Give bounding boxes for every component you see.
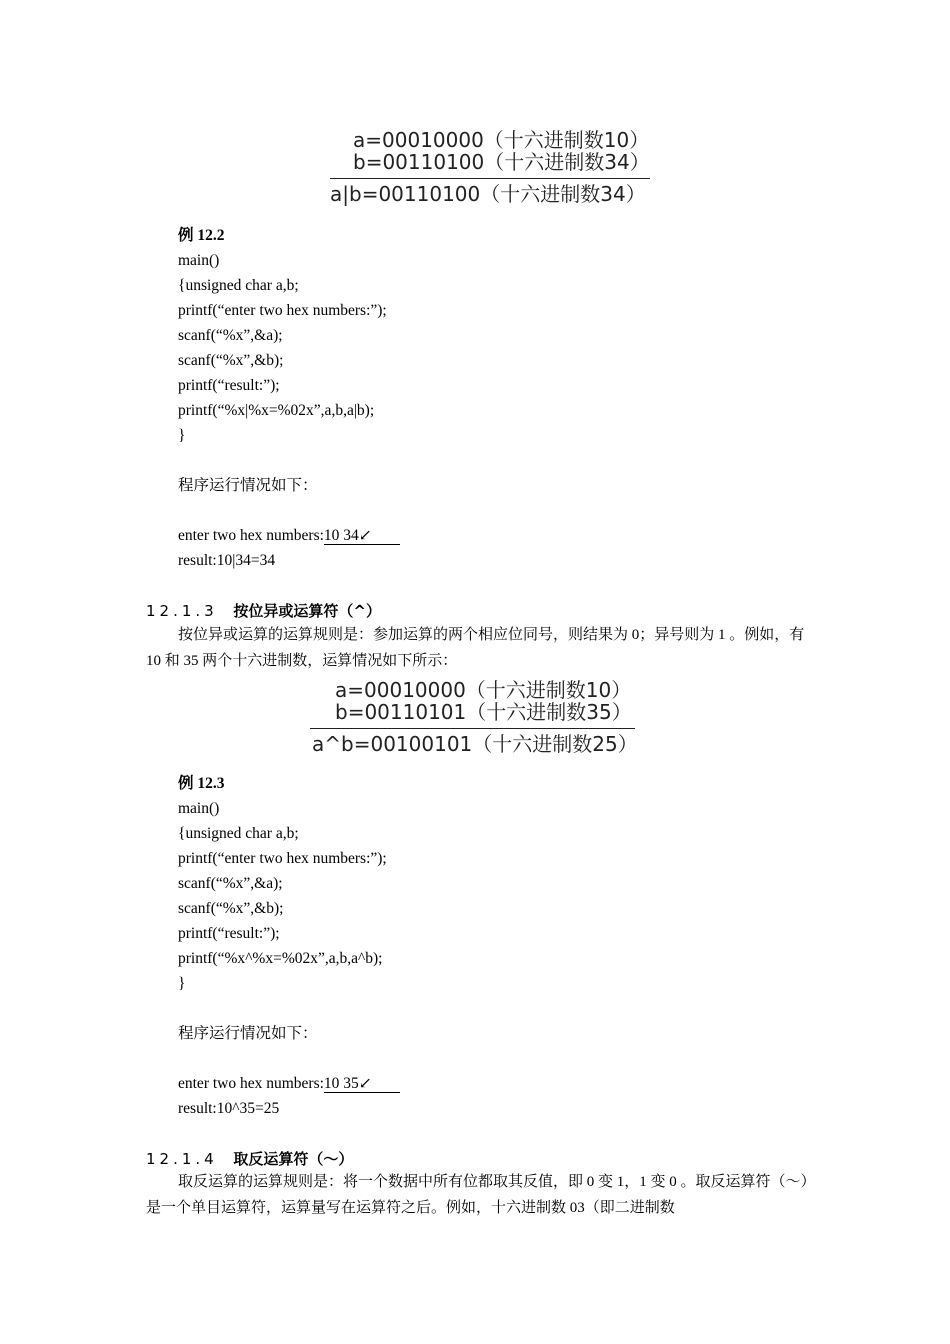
figure-row-b: b=00110101（十六进制数35） bbox=[335, 700, 632, 724]
code-line: printf(“enter two hex numbers:”); bbox=[178, 302, 387, 319]
code-line: printf(“%x|%x=%02x”,a,b,a|b); bbox=[178, 402, 375, 419]
paragraph-text: 按位异或运算的运算规则是：参加运算的两个相应位同号，则结果为 0；异号则为 1 。例如，有 10 和 35 两个十六进制数，运算情况如下所示： bbox=[146, 627, 805, 669]
code-line: scanf(“%x”,&a); bbox=[178, 875, 283, 892]
section-number: 12.1.4 bbox=[146, 1150, 218, 1168]
input-value: 10 34↙ bbox=[324, 527, 400, 545]
example-title: 例 12.2 bbox=[178, 227, 225, 244]
code-line: main() bbox=[178, 800, 220, 817]
figure-result: a^b=00100101（十六进制数25） bbox=[312, 732, 638, 756]
code-line: scanf(“%x”,&b); bbox=[178, 900, 284, 917]
input-value: 10 35↙ bbox=[324, 1075, 400, 1093]
code-line: printf(“result:”); bbox=[178, 377, 280, 394]
code-line: printf(“result:”); bbox=[178, 925, 280, 942]
paragraph-text: 取反运算的运算规则是：将一个数据中所有位都取其反值，即 0 变 1，1 变 0 。取反运算符（～）是一个单目运算符，运算量写在运算符之后。例如，十六进制数 03（即二进制数 bbox=[146, 1174, 809, 1216]
section-heading bbox=[146, 1148, 353, 1169]
input-prompt: enter two hex numbers: bbox=[178, 527, 324, 544]
code-line: {unsigned char a,b; bbox=[178, 277, 299, 294]
code-line: } bbox=[178, 975, 186, 992]
example-title: 例 12.3 bbox=[178, 775, 225, 792]
run-input-line bbox=[178, 1074, 400, 1094]
code-line: scanf(“%x”,&a); bbox=[178, 327, 283, 344]
figure-row-a: a=00010000（十六进制数10） bbox=[335, 678, 632, 702]
figure-rule bbox=[310, 728, 635, 729]
run-input-line bbox=[178, 526, 400, 546]
code-line: scanf(“%x”,&b); bbox=[178, 352, 284, 369]
code-line: printf(“enter two hex numbers:”); bbox=[178, 850, 387, 867]
xor-operation-figure bbox=[310, 678, 650, 762]
run-result: result:10^35=25 bbox=[178, 1100, 280, 1117]
input-prompt: enter two hex numbers: bbox=[178, 1075, 324, 1092]
code-line: main() bbox=[178, 252, 220, 269]
code-line: } bbox=[178, 427, 186, 444]
section-title: 取反运算符（～） bbox=[233, 1150, 354, 1168]
or-operation-figure bbox=[330, 128, 660, 212]
figure-row-b: b=00110100（十六进制数34） bbox=[353, 150, 650, 174]
figure-row-a: a=00010000（十六进制数10） bbox=[353, 128, 650, 152]
section-number: 12.1.3 bbox=[146, 602, 218, 620]
section-paragraph bbox=[146, 1169, 811, 1221]
run-result: result:10|34=34 bbox=[178, 552, 276, 569]
code-line: printf(“%x^%x=%02x”,a,b,a^b); bbox=[178, 950, 383, 967]
run-label: 程序运行情况如下： bbox=[178, 477, 318, 494]
run-label: 程序运行情况如下： bbox=[178, 1025, 318, 1042]
section-heading bbox=[146, 600, 381, 621]
code-line: {unsigned char a,b; bbox=[178, 825, 299, 842]
figure-rule bbox=[330, 178, 650, 179]
section-title: 按位异或运算符（^） bbox=[233, 602, 381, 620]
figure-result: a|b=00110100（十六进制数34） bbox=[330, 182, 646, 206]
section-paragraph bbox=[146, 622, 811, 674]
